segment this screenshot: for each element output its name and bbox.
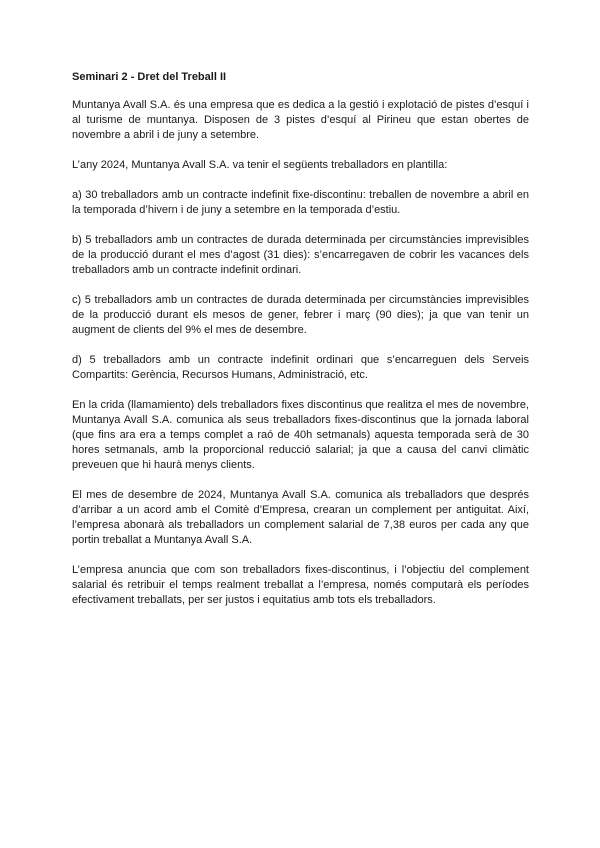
paragraph-item-b: b) 5 treballadors amb un contractes de durada determinada per circumstàncies imprevisibles de la producció durant el mes d’agost (31 dies): s’encarregaven de cobrir les vacances dels treballadors amb un contracte indefinit ordinari. <box>72 234 529 276</box>
document-title: Seminari 2 - Dret del Treball II <box>72 71 227 83</box>
paragraph-intro: Muntanya Avall S.A. és una empresa que es dedica a la gestió i explotació de pistes d’esquí i al turisme de muntanya. Disposen de 3 pistes d’esquí al Pirineu que estan obertes de novembre a abril i de juny a setembre. <box>72 99 529 141</box>
paragraph-item-c: c) 5 treballadors amb un contractes de durada determinada per circumstàncies imprevisibles de la producció durant els mesos de gener, febrer i març (90 dies); ja que van tenir un augment de clients del 9% el mes de desembre. <box>72 294 529 336</box>
paragraph-item-a: a) 30 treballadors amb un contracte indefinit fixe-discontinu: treballen de novembre a abril en la temporada d’hivern i de juny a setembre en la temporada d’estiu. <box>72 189 529 216</box>
paragraph-conclusion: L’empresa anuncia que com son treballadors fixes-discontinus, i l’objectiu del complement salarial és retribuir el temps realment treballat a l’empresa, només computarà els períodes efectivament treballats, per ser justos i equitatius amb tots els treballadors. <box>72 564 529 606</box>
paragraph-crida: En la crida (llamamiento) dels treballadors fixes discontinus que realitza el mes de novembre, Muntanya Avall S.A. comunica als seus treballadors fixes-discontinus que la jornada laboral (que fins ara era a temps complet a raó de 40h setmanals) aquesta temporada serà de 30 hores setmanals, amb la proporcional reducció salarial; ja que a causa del canvi climàtic preveuen que hi haurà menys clients. <box>72 399 529 471</box>
paragraph-staff-intro: L’any 2024, Muntanya Avall S.A. va tenir el següents treballadors en plantilla: <box>72 159 448 171</box>
paragraph-item-d: d) 5 treballadors amb un contracte indefinit ordinari que s’encarreguen dels Serveis Compartits: Gerència, Recursos Humans, Administració, etc. <box>72 354 529 381</box>
document-page <box>72 70 529 623</box>
paragraph-complement: El mes de desembre de 2024, Muntanya Avall S.A. comunica als treballadors que després d’arribar a un acord amb el Comitè d’Empresa, crearan un complement per antiguitat. Així, l’empresa abonarà als treballadors un complement salarial de 7,38 euros per cada any que portin treballat a Muntanya Avall S.A. <box>72 489 529 546</box>
